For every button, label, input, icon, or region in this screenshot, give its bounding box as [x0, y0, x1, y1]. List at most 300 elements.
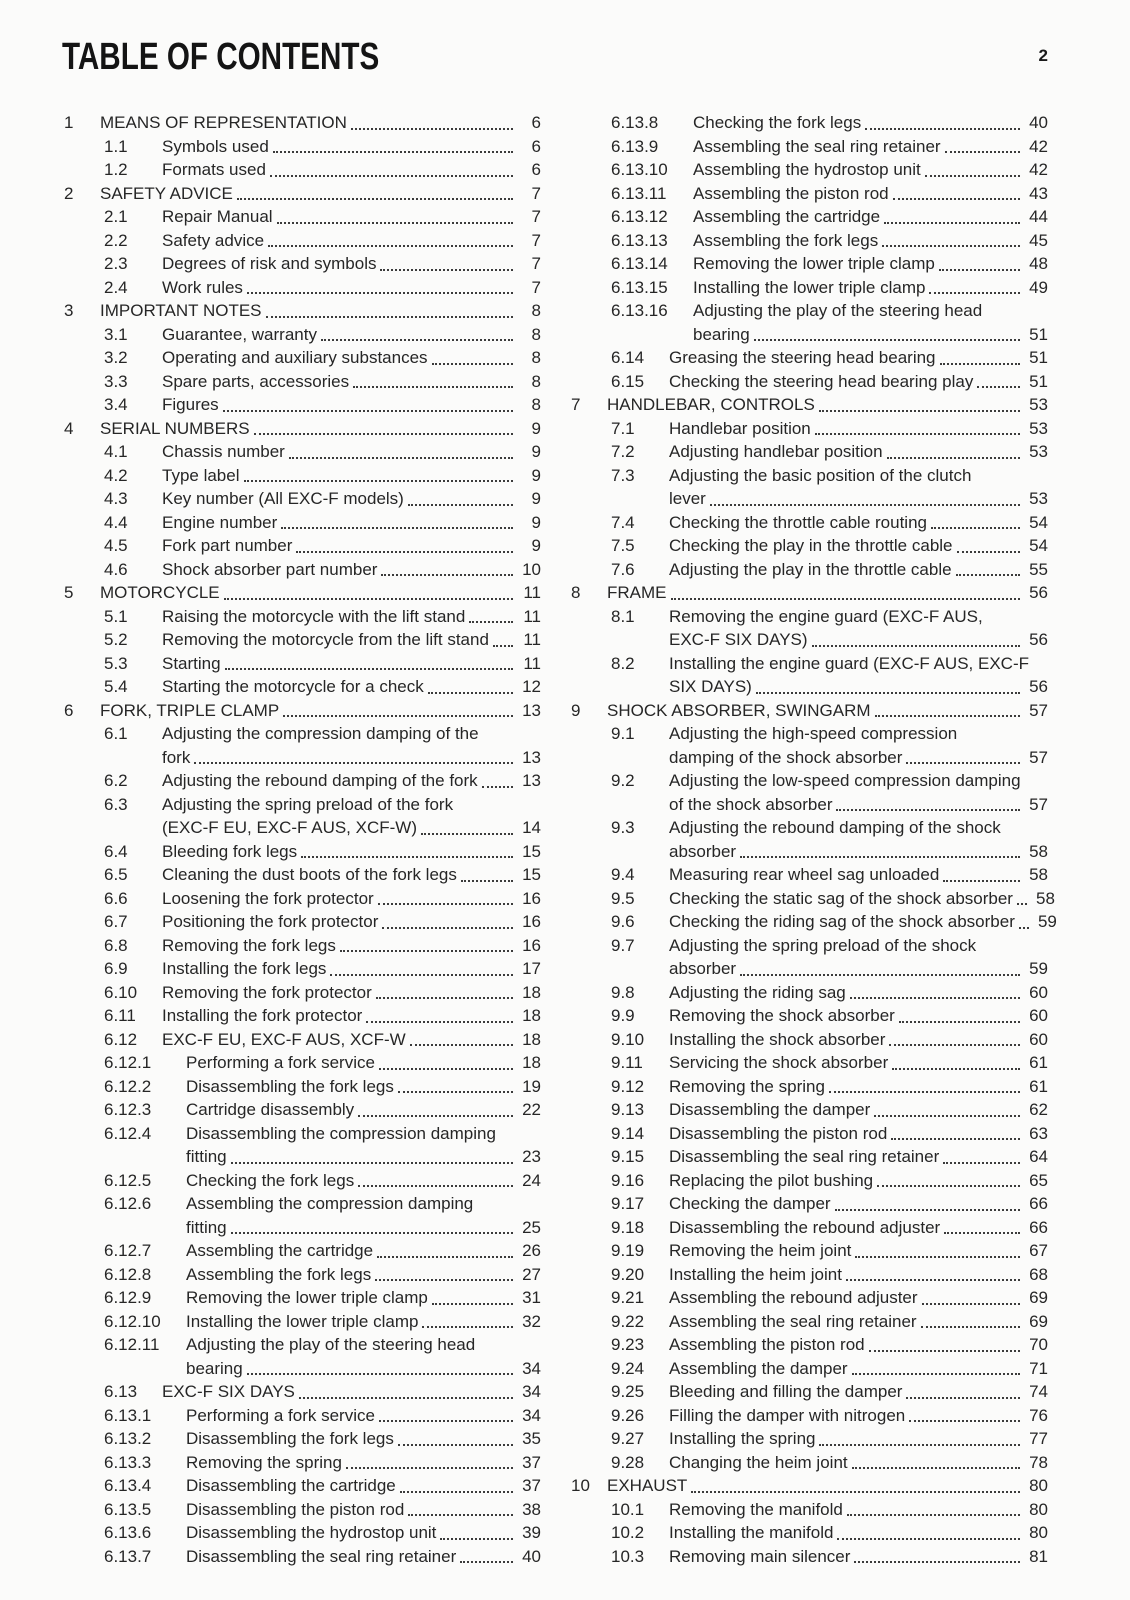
- entry-number: 9.17: [611, 1194, 645, 1213]
- entry-number: 6.13.12: [611, 207, 668, 226]
- entry-title-continued: absorber: [669, 841, 737, 861]
- entry-number: 1.2: [104, 160, 128, 179]
- toc-entry: [571, 252, 1048, 276]
- entry-number: 6.12: [104, 1029, 138, 1049]
- entry-number: 9.15: [611, 1147, 645, 1166]
- toc-entry-line: [64, 1286, 541, 1310]
- toc-entry-line: [64, 1239, 541, 1263]
- toc-entry: [571, 1192, 1048, 1216]
- toc-entry-line: [64, 699, 541, 723]
- dot-leader: [358, 1185, 513, 1187]
- entry-number: 4.4: [104, 512, 128, 532]
- entry-number: 7.6: [611, 559, 635, 579]
- entry-title: SERIAL NUMBERS: [100, 418, 250, 438]
- dot-leader: [380, 269, 513, 271]
- entry-page-number: 7: [531, 230, 541, 250]
- entry-page-number: 13: [522, 771, 541, 790]
- toc-entry-line: [64, 652, 541, 676]
- dot-leader: [432, 1303, 513, 1305]
- toc-entry: [64, 205, 541, 229]
- entry-page-number: 56: [1029, 583, 1048, 602]
- entry-page-number: 6: [531, 136, 541, 156]
- entry-number: 8: [571, 583, 581, 602]
- entry-number: 7.4: [611, 512, 635, 532]
- dot-leader: [422, 1326, 513, 1328]
- entry-number: 10.1: [611, 1499, 645, 1519]
- entry-number: 6.13.3: [104, 1452, 152, 1472]
- toc-entry-line: [571, 346, 1048, 370]
- entry-title-continued: lever: [669, 489, 706, 508]
- entry-page-number: 60: [1029, 1029, 1048, 1049]
- toc-entry: [571, 511, 1048, 535]
- entry-page-number: 34: [522, 1382, 541, 1401]
- entry-page-number: 23: [522, 1147, 541, 1166]
- entry-number: 3.3: [104, 371, 128, 391]
- entry-title: Adjusting the high-speed compression: [669, 724, 958, 743]
- entry-page-number: 8: [531, 395, 541, 414]
- dot-leader: [301, 856, 513, 858]
- entry-number: 5.3: [104, 653, 128, 673]
- entry-page-number: 56: [1029, 630, 1048, 649]
- toc-entry-line: [571, 1192, 1048, 1216]
- dot-leader: [421, 833, 513, 835]
- entry-number: 10.2: [611, 1523, 645, 1542]
- entry-page-number: 11: [523, 630, 541, 649]
- entry-number: 4.6: [104, 559, 128, 579]
- entry-title-continued: (EXC-F EU, EXC-F AUS, XCF-W): [162, 818, 417, 837]
- entry-title: Checking the fork legs: [186, 1170, 355, 1190]
- entry-page-number: 32: [522, 1311, 541, 1331]
- toc-entry-line: [571, 1333, 1048, 1357]
- entry-page-number: 14: [522, 818, 541, 837]
- dot-leader: [398, 1091, 513, 1093]
- toc-entry-line: [571, 1263, 1048, 1287]
- entry-title: Servicing the shock absorber: [669, 1053, 889, 1072]
- toc-entry-line: [571, 511, 1048, 535]
- entry-number: 6.13.9: [611, 136, 659, 156]
- dot-leader: [892, 1068, 1020, 1070]
- entry-page-number: 9: [531, 536, 541, 555]
- entry-number: 9.3: [611, 818, 635, 837]
- dot-leader: [887, 457, 1020, 459]
- dot-leader: [909, 1420, 1020, 1422]
- dot-leader: [482, 786, 513, 788]
- toc-entry: [64, 440, 541, 464]
- toc-entry: [571, 722, 1048, 769]
- dot-leader: [296, 551, 513, 553]
- entry-number: 6.4: [104, 841, 128, 861]
- entry-page-number: 8: [531, 324, 541, 344]
- entry-title-continued: bearing: [693, 324, 750, 344]
- dot-leader: [906, 1397, 1020, 1399]
- entry-page-number: 74: [1029, 1382, 1048, 1401]
- entry-page-number: 16: [522, 912, 541, 931]
- toc-entry: [571, 816, 1048, 863]
- entry-title: Checking the riding sag of the shock absorber: [669, 912, 1015, 931]
- entry-title: Adjusting the spring preload of the shock: [669, 935, 977, 955]
- toc-entry: [64, 652, 541, 676]
- entry-title: Removing main silencer: [669, 1546, 851, 1566]
- dot-leader: [366, 1021, 513, 1023]
- dot-leader: [944, 1232, 1020, 1234]
- entry-number: 9.9: [611, 1006, 635, 1025]
- entry-title: Shock absorber part number: [162, 559, 378, 579]
- toc-entry: [571, 111, 1048, 135]
- entry-number: 6.12.10: [104, 1311, 161, 1331]
- entry-number: 9.6: [611, 912, 635, 931]
- entry-number: 5.4: [104, 677, 128, 696]
- toc-entry: [571, 1451, 1048, 1475]
- dot-leader: [377, 1256, 513, 1258]
- toc-entry: [571, 1521, 1048, 1545]
- toc-entry: [571, 1098, 1048, 1122]
- entry-title: Adjusting the low-speed compression damping: [669, 771, 1021, 790]
- entry-number: 4: [64, 418, 74, 438]
- toc-entry: [571, 182, 1048, 206]
- entry-title: HANDLEBAR, CONTROLS: [607, 395, 815, 414]
- entry-title-continued: damping of the shock absorber: [669, 747, 903, 767]
- entry-number: 6.13.8: [611, 113, 659, 132]
- toc-entry-line: [64, 1122, 541, 1146]
- entry-title: Formats used: [162, 160, 266, 179]
- toc-entry-line: [64, 1169, 541, 1193]
- entry-number: 6.12.2: [104, 1076, 152, 1096]
- dot-leader: [244, 480, 514, 482]
- entry-number: 9.5: [611, 888, 635, 908]
- toc-entry-line: [571, 1145, 1048, 1169]
- toc-entry-line: [571, 1451, 1048, 1475]
- entry-title: Installing the engine guard (EXC-F AUS, EXC-F: [669, 653, 1029, 673]
- entry-number: 5.2: [104, 630, 128, 649]
- entry-number: 6.13.10: [611, 160, 668, 179]
- entry-page-number: 40: [1029, 113, 1048, 132]
- toc-entry: [571, 1004, 1048, 1028]
- entry-page-number: 69: [1029, 1311, 1048, 1331]
- dot-leader: [321, 339, 513, 341]
- entry-title: Removing the engine guard (EXC-F AUS,: [669, 606, 983, 626]
- entry-number: 9.19: [611, 1241, 645, 1260]
- entry-number: 6.13.5: [104, 1499, 152, 1519]
- toc-entry: [64, 1498, 541, 1522]
- entry-title: Positioning the fork protector: [162, 912, 379, 931]
- entry-number: 7: [571, 395, 581, 414]
- entry-title: EXC-F SIX DAYS: [162, 1382, 295, 1401]
- entry-title: Assembling the cartridge: [186, 1241, 374, 1260]
- entry-number: 9.24: [611, 1358, 645, 1378]
- toc-entry-line: [64, 393, 541, 417]
- entry-page-number: 37: [522, 1476, 541, 1495]
- entry-number: 4.2: [104, 465, 128, 485]
- toc-entry: [571, 393, 1048, 417]
- toc-entry: [571, 1474, 1048, 1498]
- entry-page-number: 35: [522, 1429, 541, 1448]
- entry-page-number: 57: [1029, 794, 1048, 814]
- entry-number: 6.12.9: [104, 1288, 152, 1307]
- toc-entry-line: [571, 863, 1048, 887]
- toc-entry: [64, 1004, 541, 1028]
- dot-leader: [289, 457, 513, 459]
- entry-title: Installing the lower triple clamp: [693, 277, 926, 297]
- entry-title: Engine number: [162, 512, 278, 532]
- toc-entry-line: [64, 628, 541, 652]
- entry-title: Removing the shock absorber: [669, 1006, 895, 1025]
- dot-leader: [400, 1491, 513, 1493]
- toc-entry-line: [571, 393, 1048, 417]
- entry-title: Adjusting the riding sag: [669, 982, 846, 1002]
- entry-page-number: 7: [531, 183, 541, 203]
- dot-leader: [382, 927, 513, 929]
- toc-entry: [64, 1051, 541, 1075]
- toc-entry-line: [64, 487, 541, 511]
- entry-title: Removing the fork legs: [162, 935, 336, 955]
- dot-leader: [740, 974, 1020, 976]
- toc-column-left: [64, 111, 541, 1568]
- toc-entry: [64, 182, 541, 206]
- toc-entry-line-continued: [64, 1216, 541, 1240]
- toc-entry: [64, 1122, 541, 1169]
- dot-leader: [891, 1138, 1020, 1140]
- entry-number: 6.12.11: [104, 1335, 160, 1354]
- entry-page-number: 7: [531, 254, 541, 273]
- toc-entry: [571, 135, 1048, 159]
- entry-title: Assembling the fork legs: [693, 230, 879, 250]
- entry-number: 6.12.1: [104, 1053, 152, 1072]
- dot-leader: [893, 198, 1020, 200]
- entry-title: Changing the heim joint: [669, 1452, 848, 1472]
- entry-number: 9.20: [611, 1264, 645, 1284]
- toc-entry-line: [571, 652, 1048, 676]
- toc-entry-line: [64, 534, 541, 558]
- toc-entry-line: [571, 1098, 1048, 1122]
- dot-leader: [408, 1514, 513, 1516]
- toc-entry-line: [64, 1380, 541, 1404]
- entry-page-number: 53: [1029, 442, 1048, 461]
- entry-number: 9.21: [611, 1288, 645, 1307]
- entry-page-number: 31: [522, 1288, 541, 1307]
- dot-leader: [225, 668, 513, 670]
- toc-entry: [64, 229, 541, 253]
- entry-page-number: 18: [522, 982, 541, 1002]
- dot-leader: [461, 880, 513, 882]
- toc-entry: [571, 158, 1048, 182]
- entry-page-number: 49: [1029, 277, 1048, 297]
- toc-entry: [64, 558, 541, 582]
- entry-title: Safety advice: [162, 230, 265, 250]
- entry-title: SAFETY ADVICE: [100, 183, 233, 203]
- toc-entry: [64, 793, 541, 840]
- toc-entry: [64, 840, 541, 864]
- toc-entry: [571, 1028, 1048, 1052]
- dot-leader: [330, 974, 513, 976]
- entry-number: 6.13.6: [104, 1523, 152, 1542]
- toc-entry-line-continued: [571, 487, 1048, 511]
- toc-entry: [64, 1169, 541, 1193]
- toc-entry-line: [64, 346, 541, 370]
- toc-entry-line: [64, 182, 541, 206]
- toc-entry-line: [64, 769, 541, 793]
- entry-title: Assembling the cartridge: [693, 207, 881, 226]
- toc-entry-line: [64, 1498, 541, 1522]
- entry-title: Performing a fork service: [186, 1053, 375, 1072]
- entry-number: 9.8: [611, 982, 635, 1002]
- entry-number: 9.27: [611, 1429, 645, 1448]
- page-title: TABLE OF CONTENTS: [62, 36, 380, 78]
- toc-entry: [571, 1310, 1048, 1334]
- dot-leader: [469, 621, 513, 623]
- entry-page-number: 62: [1029, 1100, 1048, 1119]
- entry-page-number: 22: [522, 1100, 541, 1119]
- toc-entry-line: [571, 1169, 1048, 1193]
- entry-title: Disassembling the seal ring retainer: [669, 1147, 940, 1166]
- toc-entry-line: [571, 816, 1048, 840]
- toc-entry-line: [64, 1075, 541, 1099]
- toc-entry-line: [571, 534, 1048, 558]
- toc-entry-line: [64, 581, 541, 605]
- dot-leader: [379, 1420, 513, 1422]
- toc-entry: [64, 1192, 541, 1239]
- dot-leader: [375, 1279, 513, 1281]
- toc-entry: [64, 346, 541, 370]
- dot-leader: [340, 950, 513, 952]
- entry-title: Removing the fork protector: [162, 982, 372, 1002]
- dot-leader: [869, 1350, 1020, 1352]
- toc-entry: [64, 276, 541, 300]
- entry-title: Filling the damper with nitrogen: [669, 1405, 906, 1425]
- dot-leader: [957, 551, 1020, 553]
- entry-page-number: 9: [531, 418, 541, 438]
- toc-entry: [571, 1263, 1048, 1287]
- entry-number: 9.14: [611, 1123, 645, 1143]
- dot-leader: [819, 410, 1020, 412]
- entry-page-number: 40: [522, 1546, 541, 1566]
- dot-leader: [428, 692, 513, 694]
- toc-entry: [64, 722, 541, 769]
- dot-leader: [756, 692, 1020, 694]
- toc-entry-line: [571, 111, 1048, 135]
- entry-title: Adjusting handlebar position: [669, 442, 883, 461]
- dot-leader: [408, 504, 513, 506]
- toc-entry-line: [64, 1098, 541, 1122]
- entry-page-number: 58: [1036, 888, 1055, 908]
- entry-number: 3.4: [104, 395, 128, 414]
- toc-entry-line: [64, 299, 541, 323]
- toc-entry-line: [571, 1004, 1048, 1028]
- entry-number: 6.13: [104, 1382, 138, 1401]
- toc-entry: [571, 370, 1048, 394]
- entry-title: Checking the damper: [669, 1194, 831, 1213]
- toc-entry-line: [571, 370, 1048, 394]
- entry-page-number: 18: [522, 1006, 541, 1025]
- entry-number: 4.3: [104, 489, 128, 508]
- dot-leader: [925, 175, 1020, 177]
- entry-title: Adjusting the play of the steering head: [186, 1335, 476, 1354]
- toc-entry: [571, 276, 1048, 300]
- entry-title: Checking the steering head bearing play: [669, 371, 974, 391]
- toc-entry-line: [64, 957, 541, 981]
- entry-number: 6.13.13: [611, 230, 668, 250]
- dot-leader: [921, 1326, 1020, 1328]
- toc-entry-line: [64, 1333, 541, 1357]
- entry-number: 9.18: [611, 1217, 645, 1237]
- entry-number: 2.3: [104, 254, 128, 273]
- toc-entry-line: [64, 1028, 541, 1052]
- toc-entry-line: [571, 581, 1048, 605]
- toc-entry: [571, 910, 1057, 934]
- entry-page-number: 67: [1029, 1241, 1048, 1260]
- dot-leader: [710, 504, 1020, 506]
- entry-number: 2.2: [104, 230, 128, 250]
- dot-leader: [829, 1091, 1020, 1093]
- toc-entry-line: [64, 1451, 541, 1475]
- dot-leader: [754, 339, 1020, 341]
- entry-title: Fork part number: [162, 536, 293, 555]
- toc-entry: [64, 1380, 541, 1404]
- entry-page-number: 63: [1029, 1123, 1048, 1143]
- toc-entry-line: [571, 1474, 1048, 1498]
- entry-page-number: 10: [522, 559, 541, 579]
- toc-entry-line: [64, 863, 541, 887]
- entry-title: Assembling the compression damping: [186, 1194, 474, 1213]
- entry-number: 2: [64, 183, 74, 203]
- entry-title: Assembling the seal ring retainer: [693, 136, 941, 156]
- toc-entry: [64, 1474, 541, 1498]
- entry-title: Figures: [162, 395, 219, 414]
- entry-number: 3: [64, 301, 74, 320]
- toc-entry: [64, 417, 541, 441]
- entry-page-number: 8: [531, 348, 541, 367]
- toc-entry: [571, 981, 1048, 1005]
- toc-entry: [571, 1075, 1048, 1099]
- toc-entry: [571, 1333, 1048, 1357]
- toc-entry: [571, 934, 1048, 981]
- entry-title: Checking the fork legs: [693, 113, 862, 132]
- toc-entry-line: [571, 299, 1048, 323]
- entry-page-number: 57: [1029, 747, 1048, 767]
- toc-entry: [64, 1333, 541, 1380]
- toc-entry-line-continued: [64, 1357, 541, 1381]
- toc-entry: [64, 511, 541, 535]
- entry-number: 9.13: [611, 1100, 645, 1119]
- entry-title: Installing the fork legs: [162, 959, 327, 978]
- toc-entry: [64, 299, 541, 323]
- entry-title: Starting: [162, 653, 221, 673]
- entry-page-number: 48: [1029, 254, 1048, 273]
- toc-entry-line-continued: [571, 746, 1048, 770]
- entry-number: 9.25: [611, 1382, 645, 1401]
- entry-page-number: 6: [531, 113, 541, 132]
- toc-entry: [571, 769, 1048, 816]
- entry-number: 6.13.7: [104, 1546, 152, 1566]
- entry-number: 6.6: [104, 888, 128, 908]
- entry-page-number: 65: [1029, 1170, 1048, 1190]
- entry-number: 6.11: [104, 1006, 136, 1025]
- entry-number: 2.1: [104, 207, 128, 226]
- entry-number: 9.10: [611, 1029, 645, 1049]
- entry-title: Checking the static sag of the shock absorber: [669, 888, 1013, 908]
- dot-leader: [194, 762, 513, 764]
- entry-page-number: 51: [1029, 324, 1048, 344]
- toc-entry-line: [64, 111, 541, 135]
- toc-entry: [571, 1380, 1048, 1404]
- entry-number: 1.1: [104, 136, 128, 156]
- entry-page-number: 51: [1029, 371, 1048, 391]
- toc-entry-line-continued: [64, 816, 541, 840]
- toc-entry-line-continued: [571, 840, 1048, 864]
- entry-title: Adjusting the compression damping of the: [162, 724, 479, 743]
- toc-entry-line: [64, 205, 541, 229]
- entry-number: 9.26: [611, 1405, 645, 1425]
- dot-leader: [299, 1397, 513, 1399]
